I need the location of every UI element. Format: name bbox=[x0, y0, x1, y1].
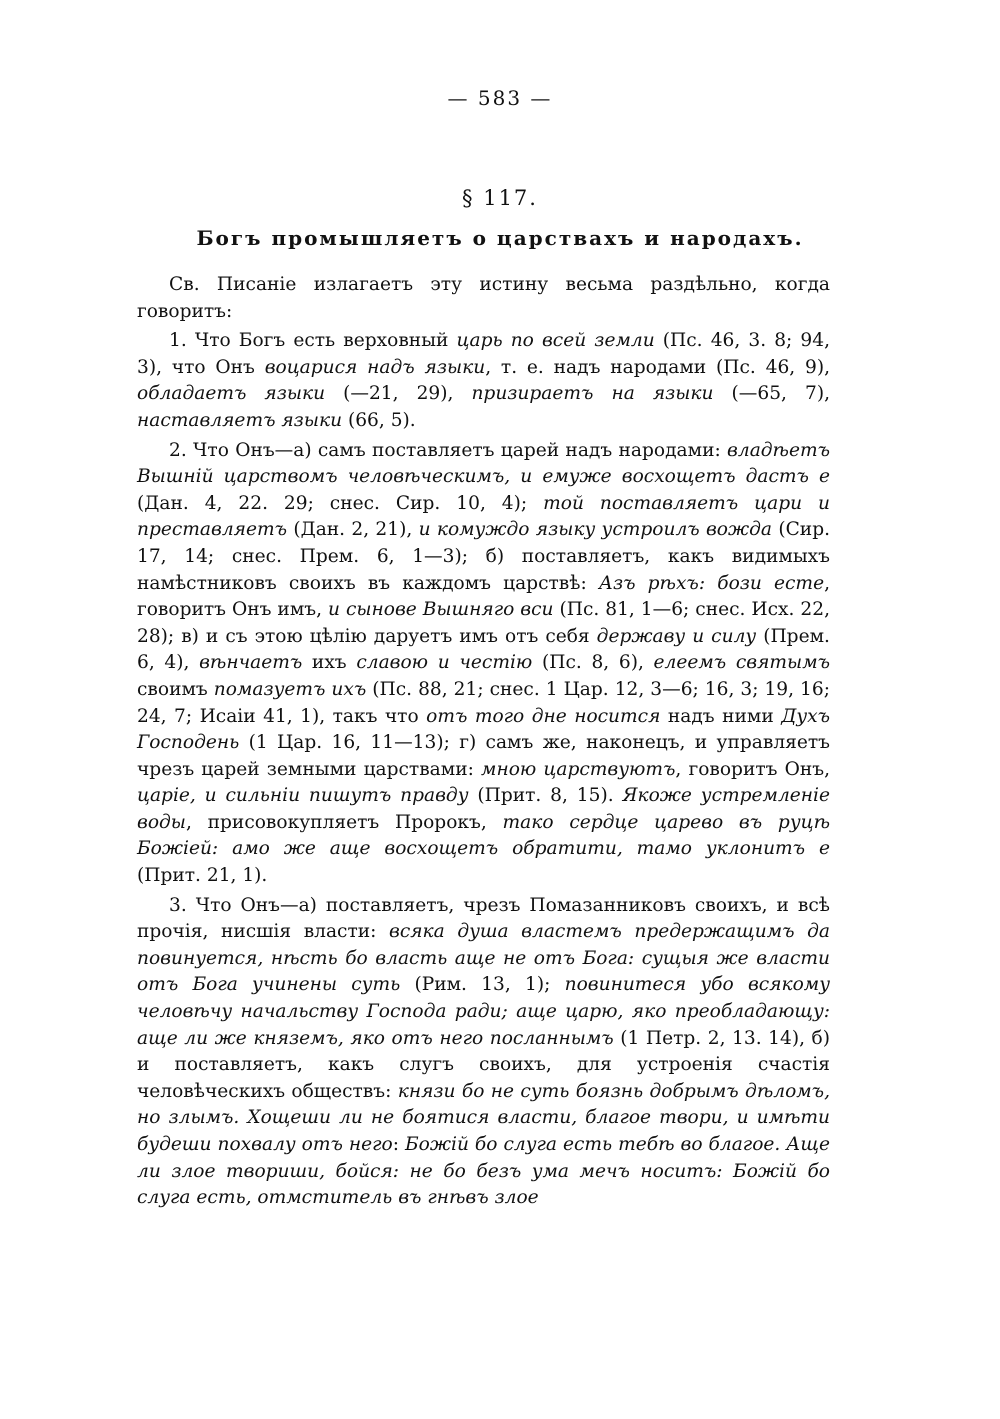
paragraph bbox=[137, 328, 830, 434]
section-title: Богъ промышляетъ о царствахъ и народахъ. bbox=[196, 226, 804, 250]
text-run: : bbox=[392, 1134, 406, 1155]
page-number: — 583 — bbox=[447, 86, 553, 110]
text-run: надъ ними bbox=[660, 705, 782, 727]
text-run: (Дан. 2, 21), bbox=[287, 519, 419, 541]
scripture-quote: той поставляетъ цари и преставляетъ bbox=[137, 492, 831, 541]
scripture-quote: и сынове Вышняго вси bbox=[328, 599, 554, 621]
scripture-quote: Духъ Господень bbox=[137, 705, 830, 754]
scripture-quote: князи бо не суть боязнь добрымъ дѣломъ, но злымъ. Хощеши ли не боятися власти, благое твори, и имѣти будеши похвалу отъ него bbox=[137, 1080, 830, 1155]
text-run: (Рим. 13, 1); bbox=[400, 974, 565, 996]
text-run: (Прит. 21, 1). bbox=[137, 865, 268, 887]
text-run: (Прит. 8, 15). bbox=[468, 785, 623, 807]
scripture-quote: Азъ рѣхъ: бози есте bbox=[598, 572, 825, 594]
text-run: , присовокупляетъ Пророкъ, bbox=[185, 811, 503, 833]
paragraph bbox=[137, 893, 830, 1212]
scripture-quote: и комуждо языку устроилъ вожда bbox=[418, 519, 773, 541]
text-run: (—65, 7), bbox=[713, 383, 830, 405]
scripture-quote: наставляетъ языки bbox=[137, 409, 343, 431]
text-run: (Сир. 17, 14; снес. Прем. 6, 1—3); б) поставляетъ, какъ видимыхъ намѣстниковъ своихъ въ каждомъ царствѣ: bbox=[137, 519, 831, 594]
scripture-quote: воцарися надъ языки bbox=[264, 356, 486, 378]
text-run: (Прем. 6, 4), bbox=[137, 625, 830, 674]
text-run: , говоритъ Онъ имъ, bbox=[137, 572, 830, 621]
scripture-quote: повинитеся убо всякому человѣчу начальству Господа ради; аще царю, яко преобладающу: аще ли же княземъ, яко отъ него посланнымъ bbox=[137, 974, 831, 1049]
text-run: (66, 5). bbox=[342, 409, 416, 431]
text-run: своимъ bbox=[137, 678, 214, 700]
scripture-quote: всяка душа властемъ предержащимъ да повинуется, нѣсть бо власть аще не отъ Бога: сущыя же власти отъ Бога учинены суть bbox=[137, 921, 830, 996]
text-run: (1 Петр. 2, 13. 14), б) и поставляетъ, какъ слугъ своихъ, для устроенія счастія человѣческихъ обществъ: bbox=[137, 1027, 830, 1102]
scripture-quote: призираетъ на языки bbox=[471, 383, 714, 405]
text-run: (Дан. 4, 22. 29; снес. Сир. 10, 4); bbox=[137, 492, 544, 514]
text-run: ихъ bbox=[302, 652, 357, 674]
paragraph bbox=[137, 272, 830, 325]
scripture-quote: помазуетъ ихъ bbox=[213, 678, 367, 700]
text-run: 1. Что Богъ есть верховный bbox=[169, 330, 457, 352]
scripture-quote: державу и силу bbox=[596, 625, 757, 647]
scripture-quote: вѣнчаетъ bbox=[199, 652, 303, 674]
text-run: 3. Что Онъ—а) поставляетъ, чрезъ Помазанниковъ своихъ, и всѣ прочія, нисшія власти: bbox=[137, 894, 830, 943]
text-run: (Пс. 88, 21; снес. 1 Цар. 12, 3—6; 16, 3; 19, 16; 24, 7; Исаіи 41, 1), такъ что bbox=[137, 678, 830, 727]
text-run: (Пс. 8, 6), bbox=[532, 652, 654, 674]
scripture-quote: царіе, и сильніи пишутъ правду bbox=[137, 785, 469, 807]
text-run: , т. е. надъ народами (Пс. 46, 9), bbox=[485, 356, 830, 378]
scripture-quote: Якоже устремленіе воды bbox=[137, 785, 830, 833]
scripture-quote: царь по всей земли bbox=[456, 330, 655, 352]
scripture-quote: обладаетъ языки bbox=[137, 383, 326, 405]
text-run: (1 Цар. 16, 11—13); г) самъ же, наконецъ, и управляетъ чрезъ царей земными царствами: bbox=[137, 732, 830, 780]
scripture-quote: елеемъ святымъ bbox=[653, 652, 830, 674]
text-run: , говоритъ Онъ, bbox=[675, 758, 830, 780]
text-run: 2. Что Онъ—а) самъ поставляетъ царей надъ народами: bbox=[169, 439, 728, 461]
paragraph bbox=[137, 438, 830, 890]
scripture-quote: владѣетъ Вышній царствомъ человѣческимъ, и емуже восхощетъ дастъ е bbox=[137, 439, 830, 488]
text-run: Св. Писаніе излагаетъ эту истину весьма раздѣльно, когда говоритъ: bbox=[137, 274, 830, 322]
scripture-quote: тако сердце царево въ руцѣ Божіей: амо же аще восхощетъ обратити, тамо уклонитъ е bbox=[137, 811, 830, 860]
scripture-quote: отъ того дне носится bbox=[426, 705, 661, 727]
text-run: (—21, 29), bbox=[325, 383, 472, 405]
text-run: (Пс. 46, 3. 8; 94, 3), что Онъ bbox=[137, 330, 830, 378]
scripture-quote: Божій бо слуга есть тебѣ во благое. Аще ли злое твориши, бойся: не бо безъ ума мечъ носитъ: Божій бо слуга есть, отмститель въ гнѣвъ злое bbox=[137, 1134, 830, 1209]
text-run: (Пс. 81, 1—6; снес. Исх. 22, 28); в) и съ этою цѣлію даруетъ имъ отъ себя bbox=[137, 599, 830, 647]
scripture-quote: мною царствуютъ bbox=[481, 758, 676, 780]
body-text bbox=[137, 272, 830, 1212]
scripture-quote: славою и честію bbox=[356, 652, 533, 674]
section-number: § 117. bbox=[462, 186, 538, 210]
